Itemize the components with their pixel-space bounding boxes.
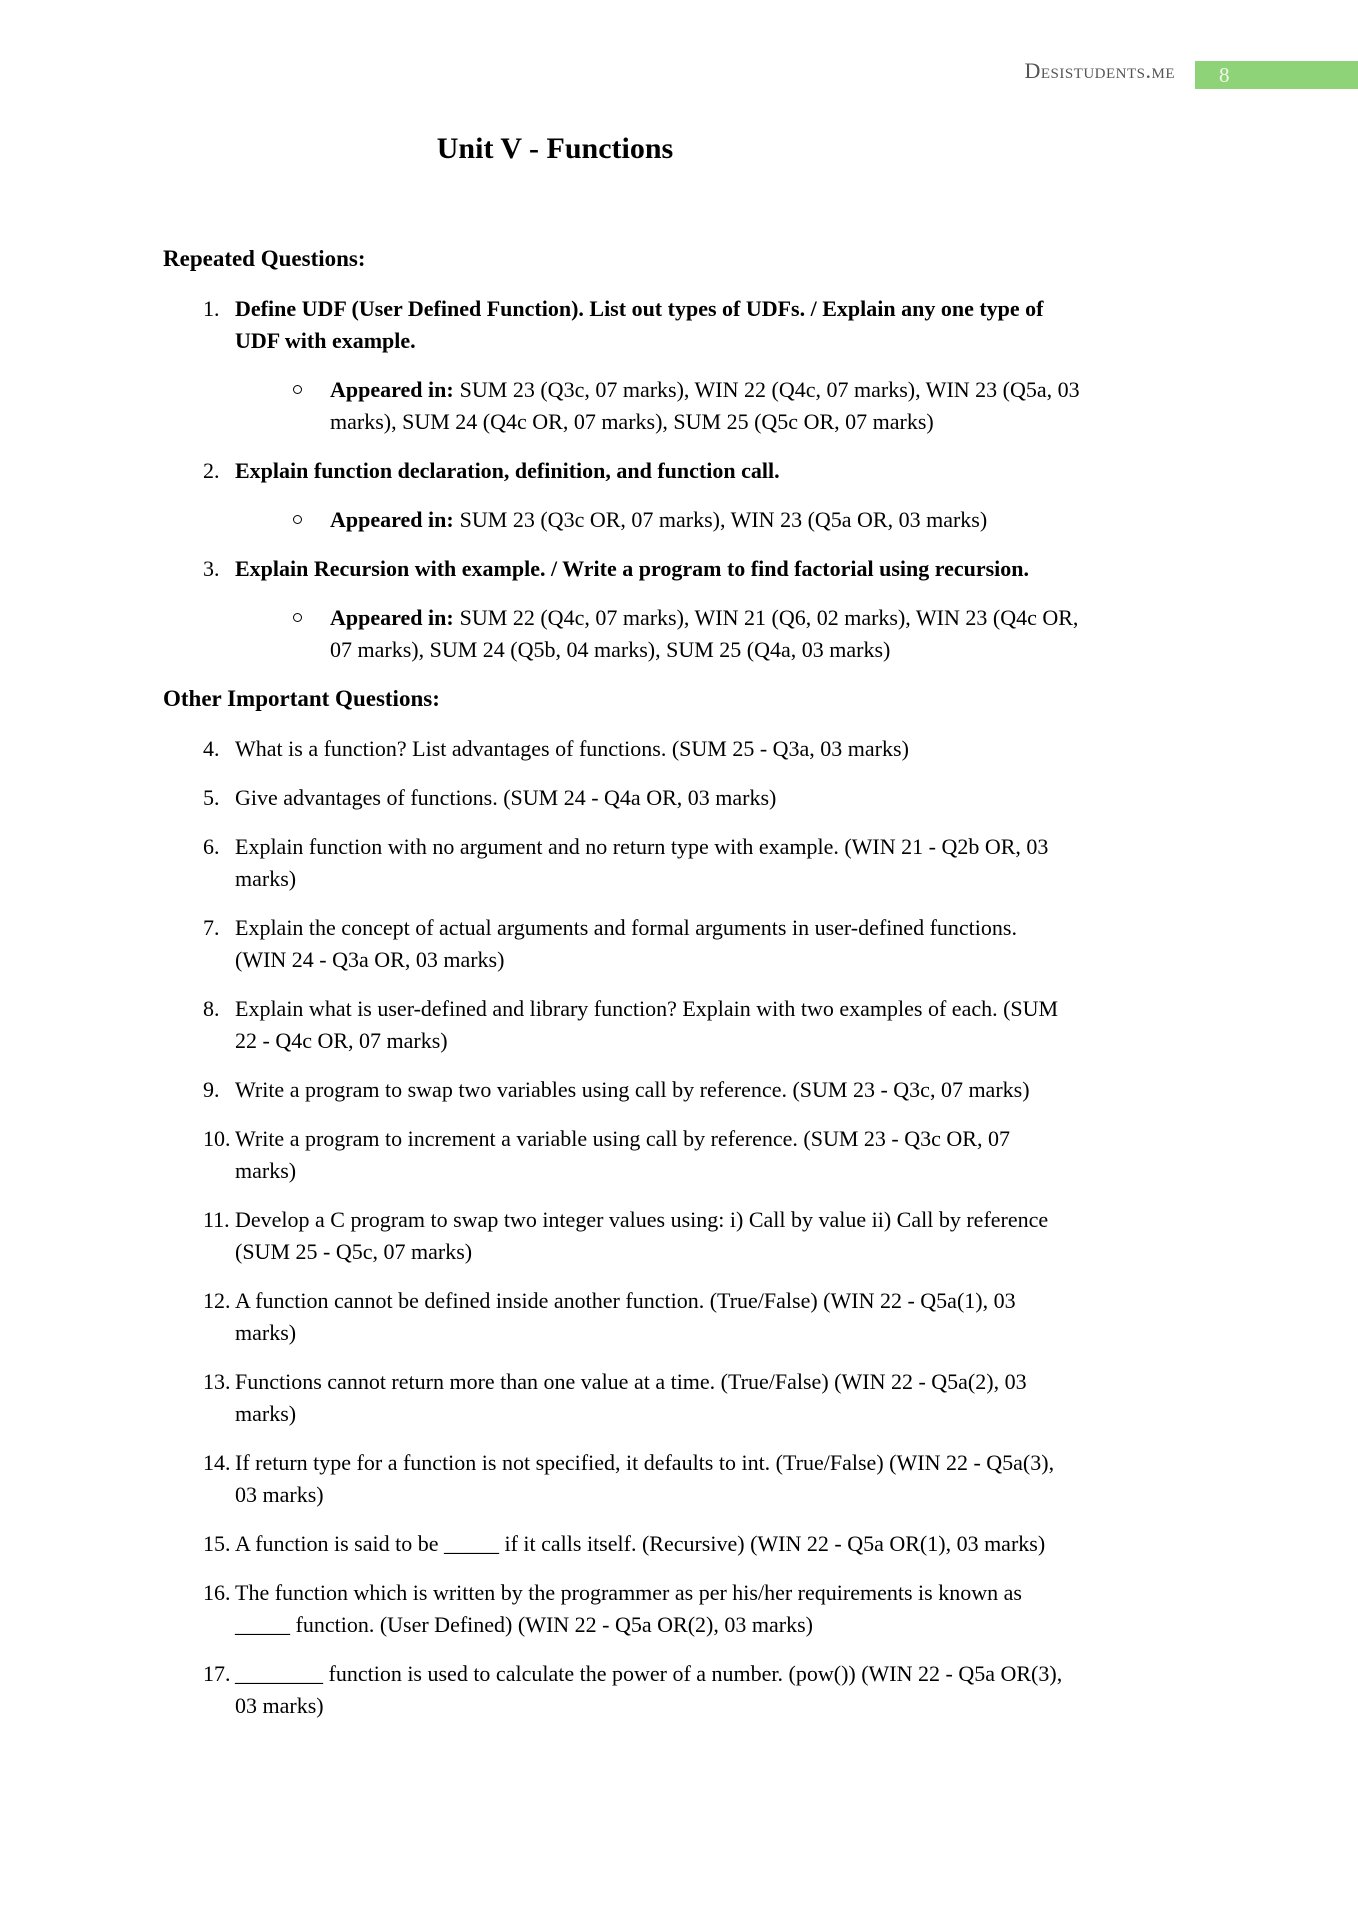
- question-line: The function which is written by the programmer as per his/her requirements is known as: [235, 1580, 1022, 1605]
- question-number: 11.: [203, 1207, 230, 1232]
- question-number: 8.: [203, 996, 220, 1021]
- question-number: 16.: [203, 1580, 231, 1605]
- question-item-4: [163, 733, 1293, 765]
- question-number: 13.: [203, 1369, 231, 1394]
- section-heading-repeated: Repeated Questions:: [163, 246, 366, 271]
- appeared-in-bullet: [235, 504, 1293, 536]
- circle-bullet-icon: [293, 385, 302, 394]
- page-title: Unit V - Functions: [436, 132, 674, 165]
- question-number: 17.: [203, 1661, 231, 1686]
- question-line: Explain the concept of actual arguments and formal arguments in user-defined functions.: [235, 915, 1017, 940]
- appeared-in-text: 07 marks), SUM 24 (Q5b, 04 marks), SUM 25 (Q4a, 03 marks): [330, 637, 891, 662]
- question-line: Develop a C program to swap two integer values using: i) Call by value ii) Call by reference: [235, 1207, 1049, 1232]
- question-line: Explain function with no argument and no return type with example. (WIN 21 - Q2b OR, 03: [235, 834, 1049, 859]
- question-line: marks): [235, 1158, 297, 1183]
- question-line: (SUM 25 - Q5c, 07 marks): [235, 1239, 473, 1264]
- question-number: 12.: [203, 1288, 231, 1313]
- question-item-3: [163, 553, 1293, 666]
- question-item-8: [163, 993, 1293, 1057]
- appeared-in-text: SUM 23 (Q3c, 07 marks), WIN 22 (Q4c, 07 marks), WIN 23 (Q5a, 03: [459, 377, 1080, 402]
- question-line: A function cannot be defined inside another function. (True/False) (WIN 22 - Q5a(1), 03: [235, 1288, 1016, 1313]
- question-item-2: [163, 455, 1293, 536]
- question-number: 1.: [203, 296, 220, 321]
- question-item-6: [163, 831, 1293, 895]
- question-item-15: [163, 1528, 1293, 1560]
- question-line: 22 - Q4c OR, 07 marks): [235, 1028, 448, 1053]
- site-name: Desistudents.me: [1024, 58, 1175, 83]
- question-item-12: [163, 1285, 1293, 1349]
- question-line: A function is said to be _____ if it calls itself. (Recursive) (WIN 22 - Q5a OR(1), 03 marks): [235, 1531, 1046, 1556]
- question-item-14: [163, 1447, 1293, 1511]
- question-number: 14.: [203, 1450, 231, 1475]
- question-line: Define UDF (User Defined Function). List out types of UDFs. / Explain any one type of: [235, 296, 1044, 321]
- question-number: 9.: [203, 1077, 220, 1102]
- document-body: [163, 243, 1293, 1739]
- circle-bullet-icon: [293, 613, 302, 622]
- question-item-17: [163, 1658, 1293, 1722]
- question-line: Write a program to increment a variable using call by reference. (SUM 23 - Q3c OR, 07: [235, 1126, 1010, 1151]
- question-number: 3.: [203, 556, 220, 581]
- question-item-11: [163, 1204, 1293, 1268]
- question-line: Functions cannot return more than one value at a time. (True/False) (WIN 22 - Q5a(2), 03: [235, 1369, 1027, 1394]
- page-number: 8: [1219, 63, 1230, 87]
- question-number: 15.: [203, 1531, 231, 1556]
- question-line: What is a function? List advantages of functions. (SUM 25 - Q3a, 03 marks): [235, 736, 909, 761]
- appeared-in-text: SUM 23 (Q3c OR, 07 marks), WIN 23 (Q5a OR, 03 marks): [459, 507, 988, 532]
- question-item-16: [163, 1577, 1293, 1641]
- question-number: 5.: [203, 785, 220, 810]
- question-line: Explain what is user-defined and library function? Explain with two examples of each. (SUM: [235, 996, 1059, 1021]
- repeated-questions-list: [163, 293, 1293, 666]
- appeared-in-bullet: [235, 374, 1293, 438]
- question-number: 10.: [203, 1126, 231, 1151]
- question-line: marks): [235, 1320, 297, 1345]
- appeared-in-label: Appeared in:: [330, 605, 454, 630]
- question-line: 03 marks): [235, 1693, 324, 1718]
- question-line: marks): [235, 1401, 297, 1426]
- question-line: Write a program to swap two variables using call by reference. (SUM 23 - Q3c, 07 marks): [235, 1077, 1030, 1102]
- question-item-1: [163, 293, 1293, 438]
- appeared-in-label: Appeared in:: [330, 507, 454, 532]
- question-item-5: [163, 782, 1293, 814]
- question-number: 2.: [203, 458, 220, 483]
- question-number: 4.: [203, 736, 220, 761]
- appeared-in-text: SUM 22 (Q4c, 07 marks), WIN 21 (Q6, 02 marks), WIN 23 (Q4c OR,: [459, 605, 1079, 630]
- question-line: _____ function. (User Defined) (WIN 22 - Q5a OR(2), 03 marks): [235, 1612, 813, 1637]
- question-line: Explain function declaration, definition, and function call.: [235, 458, 780, 483]
- question-number: 7.: [203, 915, 220, 940]
- question-line: 03 marks): [235, 1482, 324, 1507]
- question-line: UDF with example.: [235, 328, 416, 353]
- question-line: If return type for a function is not specified, it defaults to int. (True/False) (WIN 22 - Q5a(3),: [235, 1450, 1055, 1475]
- section-heading-other: Other Important Questions:: [163, 686, 440, 711]
- question-item-9: [163, 1074, 1293, 1106]
- question-line: Explain Recursion with example. / Write a program to find factorial using recursion.: [235, 556, 1030, 581]
- question-item-7: [163, 912, 1293, 976]
- question-line: Give advantages of functions. (SUM 24 - Q4a OR, 03 marks): [235, 785, 777, 810]
- question-line: ________ function is used to calculate the power of a number. (pow()) (WIN 22 - Q5a OR(3),: [235, 1661, 1063, 1686]
- appeared-in-bullet: [235, 602, 1293, 666]
- question-line: marks): [235, 866, 297, 891]
- question-item-10: [163, 1123, 1293, 1187]
- other-questions-list: [163, 733, 1293, 1722]
- page-number-badge: [1195, 61, 1358, 89]
- question-item-13: [163, 1366, 1293, 1430]
- appeared-in-text: marks), SUM 24 (Q4c OR, 07 marks), SUM 25 (Q5c OR, 07 marks): [330, 409, 934, 434]
- appeared-in-label: Appeared in:: [330, 377, 454, 402]
- circle-bullet-icon: [293, 515, 302, 524]
- question-number: 6.: [203, 834, 220, 859]
- question-line: (WIN 24 - Q3a OR, 03 marks): [235, 947, 505, 972]
